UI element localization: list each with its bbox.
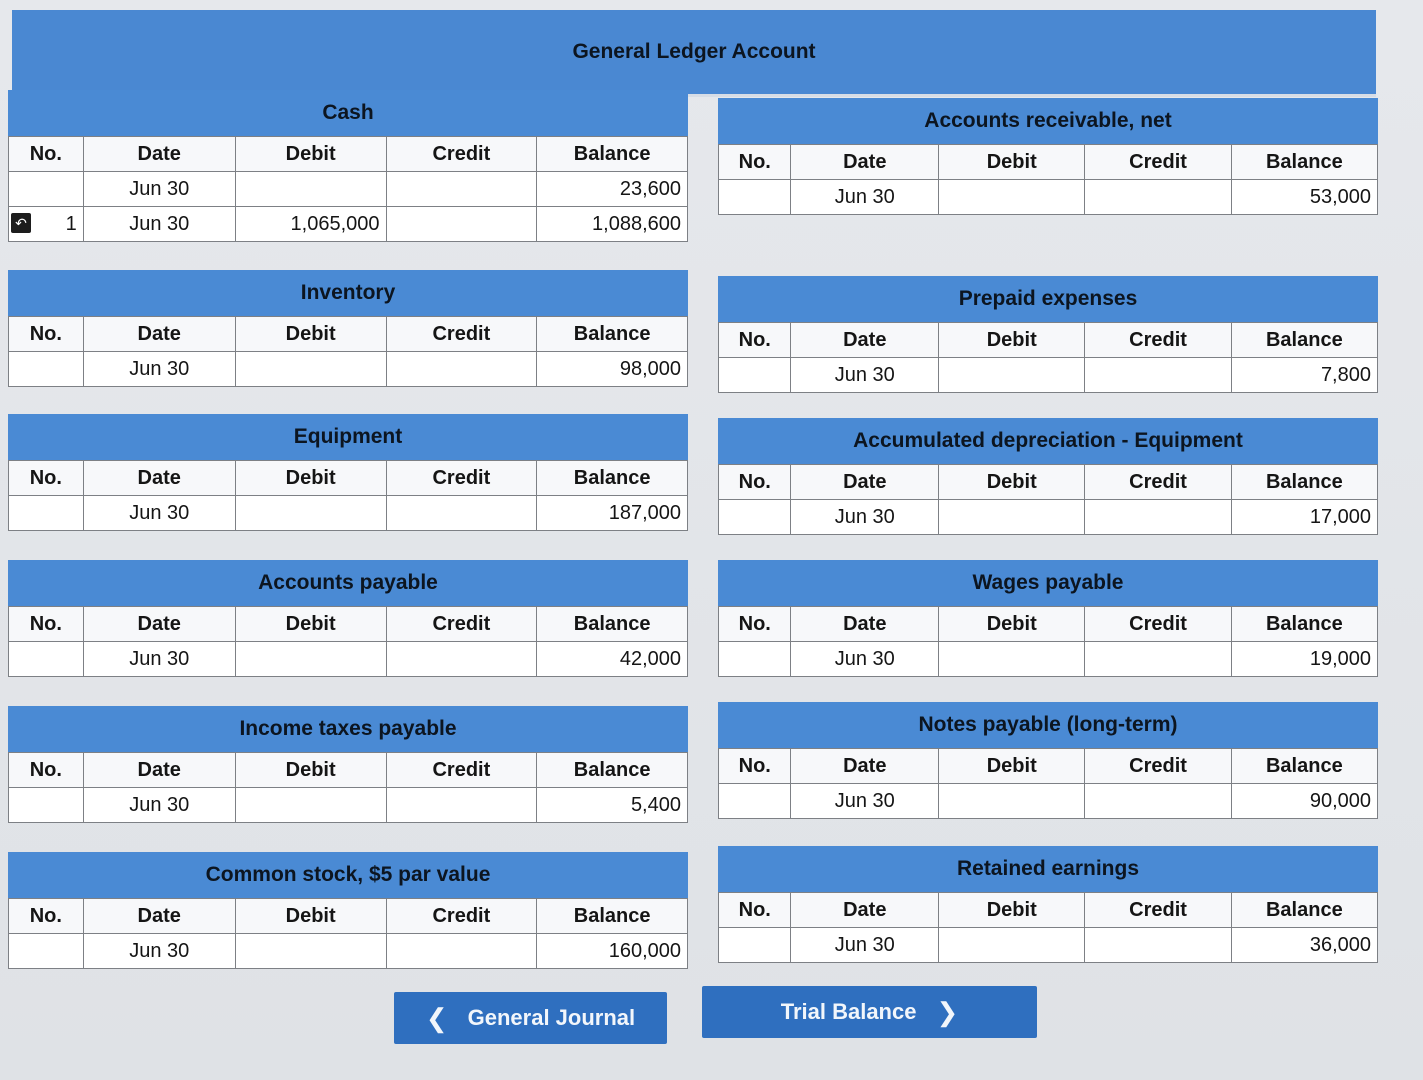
cell-date: Jun 30 <box>791 180 939 215</box>
column-header-debit: Debit <box>235 461 386 496</box>
header-row <box>719 323 1378 358</box>
cell-credit <box>1085 642 1231 677</box>
ledger-inventory <box>8 270 688 387</box>
cell-balance: 5,400 <box>537 788 688 823</box>
ledger-income-taxes-payable <box>8 706 688 823</box>
header-row <box>9 317 688 352</box>
column-header-debit: Debit <box>939 323 1085 358</box>
cell-balance: 160,000 <box>537 934 688 969</box>
ledger-table <box>718 606 1378 677</box>
column-header-credit: Credit <box>1085 465 1231 500</box>
cell-balance: 36,000 <box>1231 928 1377 963</box>
column-header-date: Date <box>83 607 235 642</box>
cell-no <box>9 352 84 387</box>
cell-credit <box>1085 180 1231 215</box>
cell-no <box>9 172 84 207</box>
general-journal-button[interactable] <box>394 992 667 1044</box>
cell-debit <box>235 352 386 387</box>
ledger-title: Wages payable <box>718 560 1378 606</box>
column-header-balance: Balance <box>1231 323 1377 358</box>
ledger-table <box>718 464 1378 535</box>
cell-date: Jun 30 <box>791 928 939 963</box>
column-header-balance: Balance <box>537 753 688 788</box>
column-header-date: Date <box>791 607 939 642</box>
column-header-debit: Debit <box>939 607 1085 642</box>
column-header-no: No. <box>9 137 84 172</box>
column-header-date: Date <box>83 753 235 788</box>
table-row <box>719 784 1378 819</box>
cell-no <box>9 934 84 969</box>
cell-balance: 23,600 <box>537 172 688 207</box>
column-header-credit: Credit <box>1085 145 1231 180</box>
column-header-credit: Credit <box>386 607 537 642</box>
column-header-credit: Credit <box>386 753 537 788</box>
column-header-no: No. <box>9 899 84 934</box>
cell-no <box>719 784 791 819</box>
ledger-cash <box>8 90 688 242</box>
ledger-accounts-payable <box>8 560 688 677</box>
cell-credit <box>386 642 537 677</box>
trial-balance-label: Trial Balance <box>780 999 917 1024</box>
ledger-table <box>718 144 1378 215</box>
cell-no <box>719 180 791 215</box>
table-row <box>9 934 688 969</box>
cell-date: Jun 30 <box>83 207 235 242</box>
cell-no <box>9 496 84 531</box>
entry-number: 1 <box>65 212 77 235</box>
cell-balance: 90,000 <box>1231 784 1377 819</box>
cell-balance: 98,000 <box>537 352 688 387</box>
column-header-credit: Credit <box>386 317 537 352</box>
ledger-table <box>8 136 688 242</box>
column-header-debit: Debit <box>235 899 386 934</box>
column-header-no: No. <box>719 323 791 358</box>
trial-balance-button[interactable] <box>702 986 1037 1038</box>
cell-no <box>9 642 84 677</box>
column-header-credit: Credit <box>1085 323 1231 358</box>
header-row <box>719 607 1378 642</box>
table-row <box>719 928 1378 963</box>
table-row <box>719 642 1378 677</box>
cell-credit <box>1085 500 1231 535</box>
column-header-credit: Credit <box>1085 893 1231 928</box>
column-header-debit: Debit <box>939 749 1085 784</box>
table-row <box>9 207 688 242</box>
table-row <box>9 642 688 677</box>
ledger-table <box>718 892 1378 963</box>
general-journal-label: General Journal <box>467 1005 636 1030</box>
column-header-no: No. <box>719 145 791 180</box>
ledger-table <box>8 898 688 969</box>
ledger-table <box>8 316 688 387</box>
table-row <box>9 172 688 207</box>
cell-credit <box>1085 358 1231 393</box>
cell-debit <box>939 180 1085 215</box>
ledger-title: Cash <box>8 90 688 136</box>
cell-credit <box>386 207 537 242</box>
column-header-balance: Balance <box>537 461 688 496</box>
cell-date: Jun 30 <box>83 172 235 207</box>
cell-balance: 53,000 <box>1231 180 1377 215</box>
cell-date: Jun 30 <box>83 496 235 531</box>
column-header-balance: Balance <box>537 899 688 934</box>
table-row <box>719 358 1378 393</box>
ledger-title: Equipment <box>8 414 688 460</box>
column-header-date: Date <box>83 317 235 352</box>
cell-credit <box>386 496 537 531</box>
cell-debit <box>235 642 386 677</box>
cell-debit <box>939 358 1085 393</box>
cell-debit <box>939 784 1085 819</box>
cell-credit <box>386 788 537 823</box>
column-header-no: No. <box>9 461 84 496</box>
ledger-table <box>718 748 1378 819</box>
column-header-balance: Balance <box>1231 749 1377 784</box>
header-row <box>9 899 688 934</box>
cell-credit <box>386 934 537 969</box>
column-header-debit: Debit <box>235 607 386 642</box>
chevron-left-icon: ❮ <box>425 1002 448 1033</box>
header-row <box>719 749 1378 784</box>
header-row <box>719 145 1378 180</box>
undo-arrow-icon[interactable]: ↶ <box>11 213 31 233</box>
cell-debit <box>235 496 386 531</box>
column-header-debit: Debit <box>235 317 386 352</box>
column-header-credit: Credit <box>1085 607 1231 642</box>
ledger-table <box>8 460 688 531</box>
ledger-title: Accounts receivable, net <box>718 98 1378 144</box>
cell-no <box>719 358 791 393</box>
page-title: General Ledger Account <box>12 10 1376 97</box>
cell-credit <box>1085 784 1231 819</box>
ledger-retained-earnings <box>718 846 1378 963</box>
cell-debit <box>235 172 386 207</box>
chevron-right-icon: ❯ <box>936 996 959 1027</box>
ledger-title: Income taxes payable <box>8 706 688 752</box>
cell-debit: 1,065,000 <box>235 207 386 242</box>
header-row <box>9 753 688 788</box>
cell-debit <box>235 788 386 823</box>
column-header-no: No. <box>719 607 791 642</box>
cell-date: Jun 30 <box>83 934 235 969</box>
column-header-date: Date <box>791 145 939 180</box>
column-header-credit: Credit <box>386 137 537 172</box>
table-row <box>719 500 1378 535</box>
ledger-accounts-receivable-net <box>718 98 1378 215</box>
cell-credit <box>386 352 537 387</box>
column-header-debit: Debit <box>939 893 1085 928</box>
column-header-debit: Debit <box>235 753 386 788</box>
cell-no <box>719 500 791 535</box>
column-header-debit: Debit <box>235 137 386 172</box>
ledger-title: Inventory <box>8 270 688 316</box>
header-row <box>719 465 1378 500</box>
table-row <box>9 788 688 823</box>
cell-debit <box>939 928 1085 963</box>
column-header-debit: Debit <box>939 145 1085 180</box>
cell-date: Jun 30 <box>83 642 235 677</box>
cell-date: Jun 30 <box>791 642 939 677</box>
cell-no <box>719 642 791 677</box>
column-header-balance: Balance <box>1231 145 1377 180</box>
column-header-credit: Credit <box>386 461 537 496</box>
ledger-title: Prepaid expenses <box>718 276 1378 322</box>
column-header-no: No. <box>719 749 791 784</box>
header-row <box>9 461 688 496</box>
ledger-title: Retained earnings <box>718 846 1378 892</box>
column-header-no: No. <box>719 893 791 928</box>
ledger-table <box>718 322 1378 393</box>
cell-balance: 42,000 <box>537 642 688 677</box>
cell-no <box>9 207 84 242</box>
cell-date: Jun 30 <box>791 500 939 535</box>
column-header-date: Date <box>83 137 235 172</box>
cell-date: Jun 30 <box>83 788 235 823</box>
column-header-no: No. <box>9 317 84 352</box>
column-header-balance: Balance <box>537 137 688 172</box>
column-header-date: Date <box>83 461 235 496</box>
column-header-date: Date <box>791 323 939 358</box>
cell-debit <box>235 934 386 969</box>
cell-date: Jun 30 <box>83 352 235 387</box>
cell-date: Jun 30 <box>791 358 939 393</box>
column-header-balance: Balance <box>1231 893 1377 928</box>
column-header-no: No. <box>9 607 84 642</box>
cell-credit <box>386 172 537 207</box>
ledger-notes-payable-long-term <box>718 702 1378 819</box>
header-row <box>9 137 688 172</box>
ledger-title: Notes payable (long-term) <box>718 702 1378 748</box>
cell-no <box>9 788 84 823</box>
column-header-date: Date <box>791 465 939 500</box>
column-header-balance: Balance <box>1231 607 1377 642</box>
ledger-title: Accumulated depreciation - Equipment <box>718 418 1378 464</box>
ledger-wages-payable <box>718 560 1378 677</box>
column-header-date: Date <box>791 749 939 784</box>
table-row <box>9 496 688 531</box>
cell-credit <box>1085 928 1231 963</box>
ledger-common-stock-5-par-value <box>8 852 688 969</box>
column-header-date: Date <box>83 899 235 934</box>
ledger-table <box>8 752 688 823</box>
cell-date: Jun 30 <box>791 784 939 819</box>
ledger-prepaid-expenses <box>718 276 1378 393</box>
column-header-credit: Credit <box>1085 749 1231 784</box>
cell-balance: 17,000 <box>1231 500 1377 535</box>
ledger-equipment <box>8 414 688 531</box>
table-row <box>719 180 1378 215</box>
cell-debit <box>939 642 1085 677</box>
column-header-balance: Balance <box>1231 465 1377 500</box>
ledger-title: Accounts payable <box>8 560 688 606</box>
column-header-credit: Credit <box>386 899 537 934</box>
cell-no <box>719 928 791 963</box>
column-header-no: No. <box>719 465 791 500</box>
column-header-balance: Balance <box>537 317 688 352</box>
ledger-accumulated-depreciation-equipment <box>718 418 1378 535</box>
cell-debit <box>939 500 1085 535</box>
column-header-balance: Balance <box>537 607 688 642</box>
table-row <box>9 352 688 387</box>
cell-balance: 187,000 <box>537 496 688 531</box>
column-header-debit: Debit <box>939 465 1085 500</box>
cell-balance: 19,000 <box>1231 642 1377 677</box>
ledger-table <box>8 606 688 677</box>
cell-balance: 1,088,600 <box>537 207 688 242</box>
ledger-title: Common stock, $5 par value <box>8 852 688 898</box>
column-header-date: Date <box>791 893 939 928</box>
column-header-no: No. <box>9 753 84 788</box>
cell-balance: 7,800 <box>1231 358 1377 393</box>
header-row <box>719 893 1378 928</box>
header-row <box>9 607 688 642</box>
